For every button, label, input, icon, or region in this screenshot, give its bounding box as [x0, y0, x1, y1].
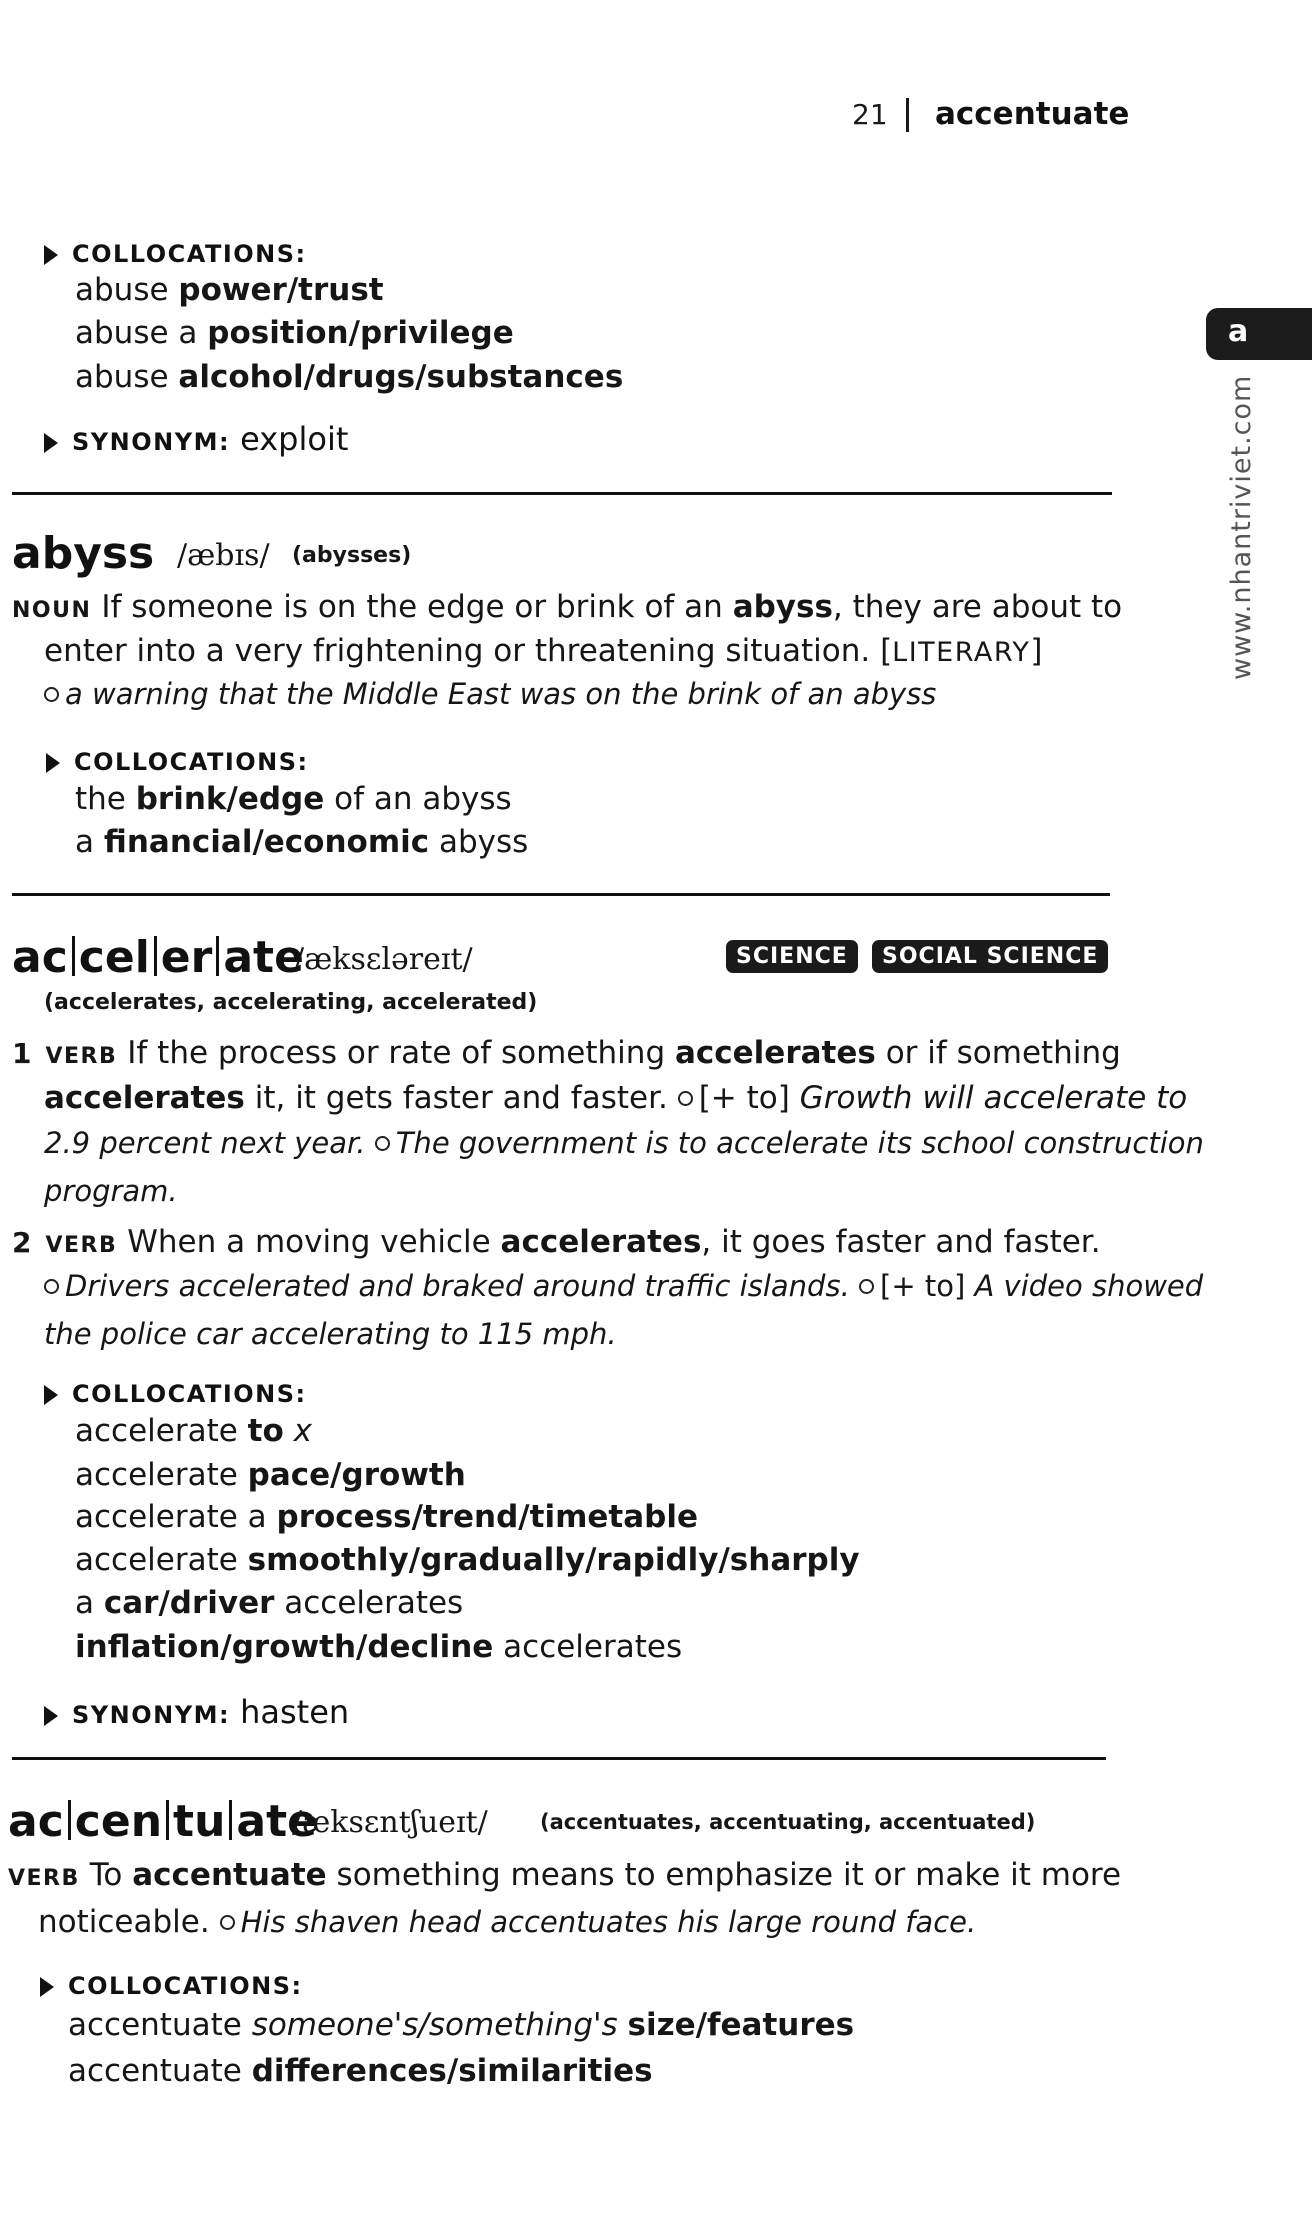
example-line: a warning that the Middle East was on the brink of an abyss	[44, 678, 936, 711]
triangle-bullet-icon	[44, 245, 58, 265]
triangle-bullet-icon	[46, 753, 60, 773]
collocation-line: accentuate someone's/something's size/features	[68, 2007, 855, 2043]
inflected-forms: (abysses)	[292, 543, 412, 568]
example-bullet-icon	[44, 687, 59, 702]
definition-line: VERB To accentuate something means to emphasize it or make it more	[8, 1857, 1122, 1893]
collocation-line: abuse a position/privilege	[75, 315, 514, 351]
header-divider	[906, 98, 909, 132]
pronunciation: /æksɛntʃueɪt/	[292, 1805, 488, 1840]
syllable-divider	[68, 1800, 71, 1840]
triangle-bullet-icon	[40, 1977, 54, 1997]
definition-line: enter into a very frightening or threatening situation. [LITERARY]	[44, 633, 1043, 669]
syllable-divider	[166, 1800, 169, 1840]
collocation-line: accelerate to x	[75, 1413, 312, 1449]
collocation-line: accelerate smoothly/gradually/rapidly/sharply	[75, 1542, 860, 1578]
collocation-line: a car/driver accelerates	[75, 1585, 464, 1621]
syllable-divider	[229, 1800, 232, 1840]
collocation-line: abuse power/trust	[75, 272, 384, 308]
watermark-text: www.nhantriviet.com	[1226, 375, 1257, 680]
entry-divider	[12, 1757, 1106, 1760]
collocation-line: a financial/economic abyss	[75, 824, 529, 860]
syllable-divider	[154, 936, 157, 976]
pronunciation: /æksɛləreɪt/	[294, 942, 473, 977]
synonym-line: SYNONYM: hasten	[44, 1693, 349, 1731]
collocations-label: COLLOCATIONS:	[44, 1380, 307, 1408]
example-bullet-icon	[220, 1915, 235, 1930]
triangle-bullet-icon	[44, 1706, 58, 1726]
collocation-line: abuse alcohol/drugs/substances	[75, 359, 624, 395]
collocations-label: COLLOCATIONS:	[46, 748, 309, 776]
example-bullet-icon	[678, 1091, 693, 1106]
example-bullet-icon	[375, 1136, 390, 1151]
headword-accelerate: ac cel er ate	[12, 932, 304, 983]
inflected-forms: (accentuates, accentuating, accentuated)	[540, 1810, 1036, 1834]
entry-divider	[12, 893, 1110, 896]
syllable-divider	[216, 936, 219, 976]
example-line: Drivers accelerated and braked around traffic islands. [+ to] A video showed	[44, 1270, 1203, 1303]
collocation-line: the brink/edge of an abyss	[75, 781, 512, 817]
entry-divider	[12, 492, 1112, 495]
collocation-line: accentuate differences/similarities	[68, 2053, 653, 2089]
example-bullet-icon	[44, 1279, 59, 1294]
pronunciation: /æbɪs/	[177, 538, 270, 573]
headword-accentuate: ac cen tu ate	[8, 1796, 317, 1847]
example-bullet-icon	[859, 1279, 874, 1294]
example-line: the police car accelerating to 115 mph.	[44, 1317, 617, 1351]
sense-1-line: accelerates it, it gets faster and faster. [+ to] Growth will accelerate to	[44, 1080, 1188, 1116]
collocation-line: accelerate pace/growth	[75, 1457, 466, 1493]
subject-badge-science: SCIENCE	[726, 940, 858, 973]
triangle-bullet-icon	[44, 433, 58, 453]
page-number: 21	[852, 98, 888, 131]
inflected-forms: (accelerates, accelerating, accelerated)	[44, 990, 538, 1015]
triangle-bullet-icon	[44, 1385, 58, 1405]
synonym-line: SYNONYM: exploit	[44, 420, 348, 458]
collocation-line: inflation/growth/decline accelerates	[75, 1629, 683, 1665]
syllable-divider	[72, 936, 75, 976]
letter-tab: a	[1206, 308, 1312, 360]
subject-badge-social-science: SOCIAL SCIENCE	[872, 940, 1108, 973]
sense-2-line: 2 VERB When a moving vehicle accelerates, it goes faster and faster.	[12, 1224, 1101, 1260]
definition-line: noticeable. His shaven head accentuates his large round face.	[38, 1904, 977, 1940]
example-line: program.	[44, 1174, 178, 1208]
watermark	[1208, 375, 1268, 685]
guide-word: accentuate	[935, 96, 1130, 132]
collocation-line: accelerate a process/trend/timetable	[75, 1499, 698, 1535]
collocations-label: COLLOCATIONS:	[44, 240, 307, 268]
definition-line: NOUN If someone is on the edge or brink of an abyss, they are about to	[12, 589, 1123, 625]
example-line: 2.9 percent next year. The government is to accelerate its school construction	[44, 1126, 1204, 1160]
collocations-label: COLLOCATIONS:	[40, 1972, 303, 2000]
headword-abyss: abyss	[12, 528, 155, 579]
sense-1-line: 1 VERB If the process or rate of something accelerates or if something	[12, 1035, 1121, 1071]
